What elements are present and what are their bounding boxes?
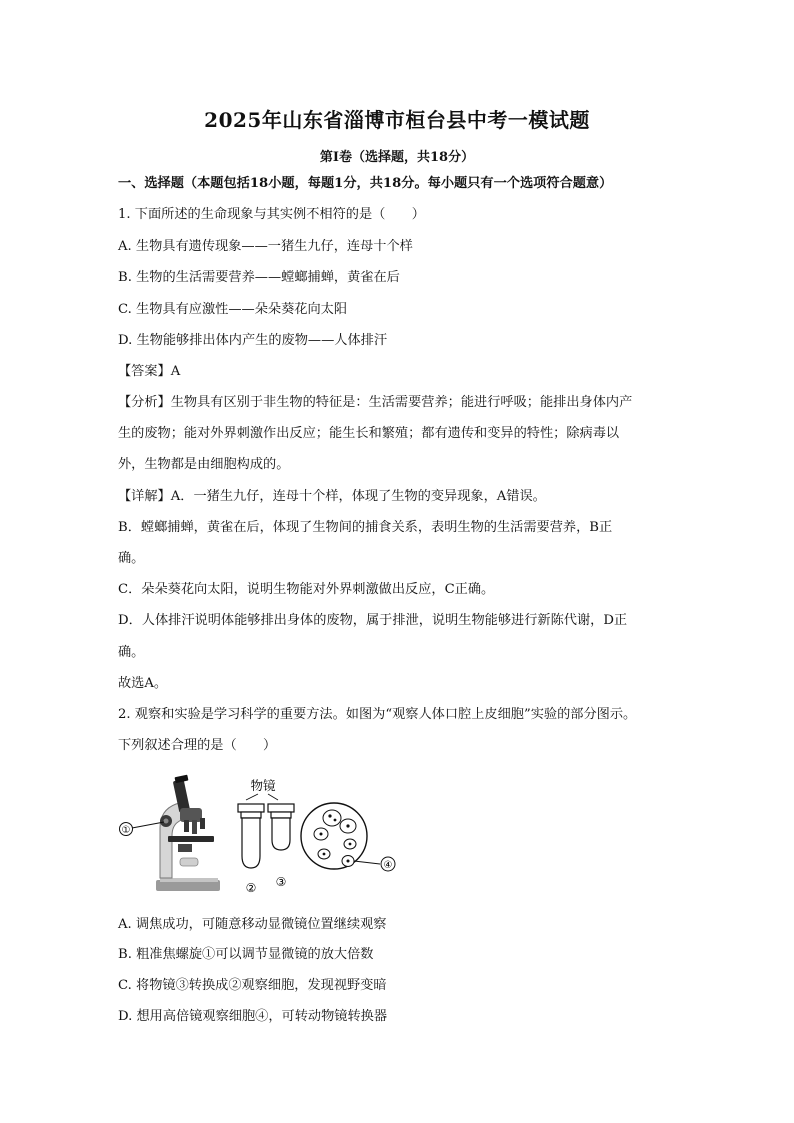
q1-answer: 【答案】A: [118, 364, 181, 379]
objective-lens-2: [238, 804, 264, 895]
marker-3: ③: [275, 875, 287, 889]
q2-option-d: D. 想用高倍镜观察细胞④，可转动物镜转换器: [118, 1009, 388, 1024]
q2-option-c: C. 将物镜③转换成②观察细胞，发现视野变暗: [118, 978, 387, 993]
q1-detail-line-1: 【详解】A．一猪生九仔，连母十个样，体现了生物的变异现象，A错误。: [118, 489, 546, 504]
q2-option-a: A. 调焦成功，可随意移动显微镜位置继续观察: [118, 917, 387, 932]
q1-option-c: C. 生物具有应激性——朵朵葵花向太阳: [118, 302, 348, 317]
page-subtitle: 第Ⅰ卷（选择题，共18分）: [319, 150, 475, 165]
marker-4: ④: [383, 860, 393, 871]
microscope-illustration: [132, 775, 220, 891]
q2-stem-line-1: 2. 观察和实验是学习科学的重要方法。如图为“观察人体口腔上皮细胞”实验的部分图示。: [118, 707, 637, 722]
q1-detail-line-5: D．人体排汗说明体能够排出身体的废物，属于排泄，说明生物能够进行新陈代谢，D正: [118, 613, 628, 628]
q1-detail-line-3: 确。: [118, 551, 145, 566]
q1-analysis-line-3: 外，生物都是由细胞构成的。: [118, 457, 290, 472]
page-title: 2025年山东省淄博市桓台县中考一模试题: [204, 108, 590, 132]
section-heading: 一、选择题（本题包括18小题，每题1分，共18分。每小题只有一个选项符合题意）: [118, 176, 613, 191]
objective-lens-3: [268, 804, 294, 889]
q1-option-a: A. 生物具有遗传现象——一猪生九仔，连母十个样: [118, 239, 413, 254]
q1-detail-line-2: B．螳螂捕蝉，黄雀在后，体现了生物间的捕食关系，表明生物的生活需要营养，B正: [118, 520, 613, 535]
q1-analysis-line-1: 【分析】生物具有区别于非生物的特征是：生活需要营养；能进行呼吸；能排出身体内产: [118, 395, 633, 410]
q2-stem-line-2: 下列叙述合理的是（ ）: [118, 738, 277, 753]
marker-1-callout: [120, 823, 133, 837]
field-of-view: [301, 803, 380, 869]
marker-2: ②: [245, 881, 257, 895]
q1-option-d: D. 生物能够排出体内产生的废物——人体排汗: [118, 333, 388, 348]
q1-detail-line-7: 故选A。: [118, 676, 168, 691]
q1-detail-line-6: 确。: [118, 645, 145, 660]
q1-analysis-line-2: 生的废物；能对外界刺激作出反应；能生长和繁殖；都有遗传和变异的特性；除病毒以: [118, 426, 620, 441]
q2-option-b: B. 粗准焦螺旋①可以调节显微镜的放大倍数: [118, 947, 374, 962]
q1-detail-line-4: C．朵朵葵花向太阳，说明生物能对外界刺激做出反应，C正确。: [118, 582, 495, 597]
marker-1: ①: [121, 825, 131, 836]
microscope-figure: [118, 774, 408, 898]
q1-stem: 1. 下面所述的生命现象与其实例不相符的是（ ）: [118, 207, 425, 222]
q1-option-b: B. 生物的生活需要营养——螳螂捕蝉，黄雀在后: [118, 270, 400, 285]
objective-label: 物镜: [250, 778, 276, 793]
marker-4-callout: [381, 857, 395, 871]
